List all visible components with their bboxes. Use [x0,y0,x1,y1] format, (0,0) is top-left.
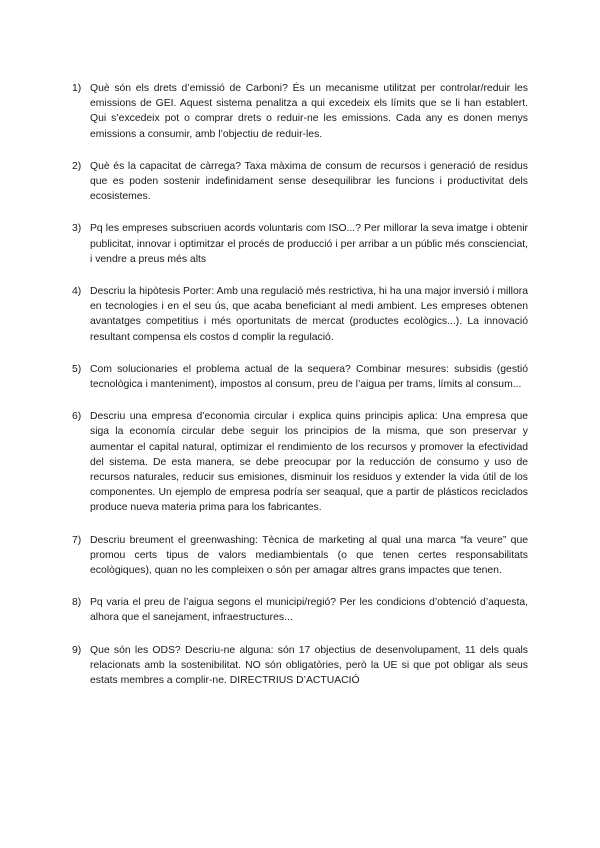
list-item [72,595,528,625]
item-text: Que són les ODS? Descriu-ne alguna: són 17 objectius de desenvolupament, 11 dels quals relacionats amb la sostenibilitat. NO són obligatòries, però la UE si que pot obligar als seus estats membres a complir-ne. DIRECTRIUS D’ACTUACIÓ [90,644,528,687]
question-list [72,81,528,705]
item-number: 5) [72,363,82,375]
list-item [72,284,528,345]
item-text: Com solucionaries el problema actual de la sequera? Combinar mesures: subsidis (gestió tecnològica i manteniment), impostos al consum, preu de l’aigua per trams, límits al consum... [90,363,528,391]
item-text: Pq varia el preu de l’aigua segons el municipi/regió? Per les condicions d’obtenció d’aquesta, alhora que el sanejament, infraestructures... [90,597,528,624]
item-text: Què són els drets d’emissió de Carboni? És un mecanisme utilitzat per controlar/reduir les emissions de GEI. Aquest sistema penalitza a qui excedeix els límits que se li han establert. Qui s’excedeix pot o comprar drets o reduir-ne les emissions. Cada any es donen menys emissions a consumir, amb l’objectiu de reduir-les. [90,83,528,140]
list-item [72,643,528,689]
list-item [72,362,528,392]
list-item [72,81,528,142]
item-text: Què és la capacitat de càrrega? Taxa màxima de consum de recursos i generació de residus que es poden sostenir indefinidament sense desequilibrar les funcions i productivitat dels ecosistemes. [90,160,528,203]
item-number: 4) [72,286,82,298]
item-number: 2) [72,160,82,172]
item-number: 1) [72,83,82,94]
list-item [72,221,528,267]
list-item [72,159,528,205]
item-text: Descriu la hipòtesis Porter: Amb una regulació més restrictiva, hi ha una major inversió i millora en tecnologies i en el seu ús, que acaba beneficiant al medi ambient. Les empreses obtenen avantatges competitius i més oportunitats de mercat (productes ecològics...). La innovació resultant compensa els costos d complir la regulació. [90,286,528,343]
list-item [72,533,528,579]
item-number: 3) [72,223,82,235]
list-item [72,409,528,515]
item-number: 6) [72,411,82,423]
item-number: 7) [72,534,82,546]
item-text: Descriu breument el greenwashing: Tècnica de marketing al qual una marca “fa veure” que promou certs tipus de valors mediambientals (o que tenen certes responsabilitats ecològiques), quan no les compleixen o són per amagar altres grans impactes que tenen. [90,534,528,577]
item-number: 9) [72,644,82,656]
item-number: 8) [72,597,82,609]
item-text: Pq les empreses subscriuen acords voluntaris com ISO...? Per millorar la seva imatge i obtenir publicitat, innovar i optimitzar el procés de producció i per arribar a un públic més conscienciat, i vendre a preus més alts [90,223,528,265]
item-text: Descriu una empresa d’economia circular i explica quins principis aplica: Una empresa que siga la economía circular debe seguir los principios de la misma, que son preservar y aumentar el capital natural, optimizar el rendimiento de los recursos y promover la efectividad del sistema. De esta manera, se debe preocupar por la reducción de consumo y uso de recursos naturales, reducir sus emisiones, disminuir los residuos y extender la vida útil de los componentes. Un ejemplo de empresa podría ser seaqual, que a partir de plásticos reciclados produce nueva materia prima para los fabricantes. [90,411,528,514]
